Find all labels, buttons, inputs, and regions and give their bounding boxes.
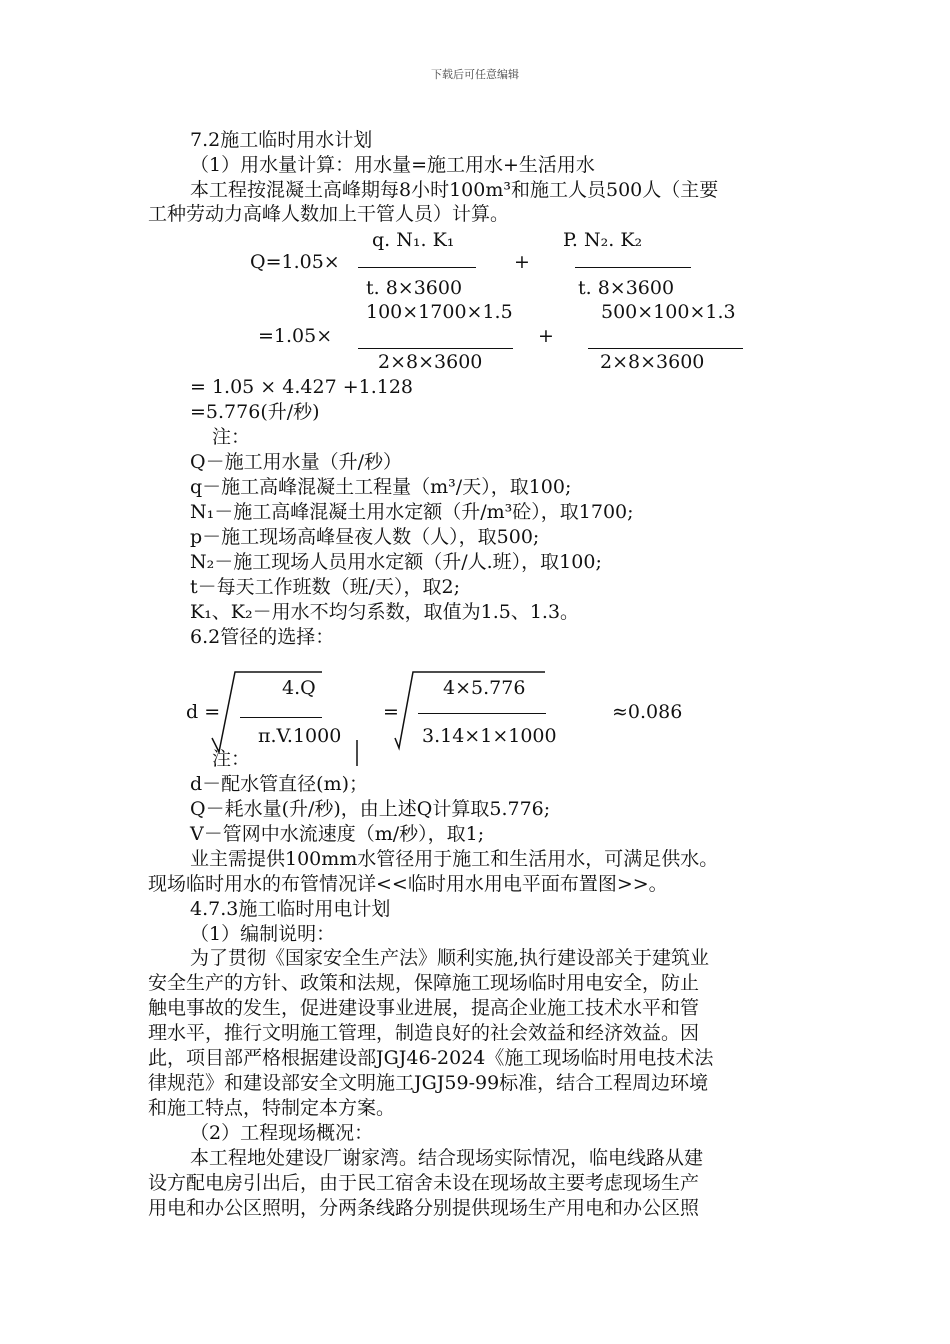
fraction-bar [358,267,476,268]
note-item: Q－耗水量(升/秒)，由上述Q计算取5.776; [190,798,551,820]
formula-numerator: q. N₁. K₁ [372,229,455,251]
paragraph-line: 设方配电房引出后，由于民工宿舍未设在现场故主要考虑现场生产 [148,1172,700,1194]
note-item: d－配水管直径(m)； [190,773,369,795]
fraction-bar [240,717,322,718]
subsection-title: （1）编制说明： [190,923,336,945]
formula-denominator: t. 8×3600 [578,277,675,299]
paragraph-line: 律规范》和建设部安全文明施工JGJ59-99标准，结合工程周边环境 [148,1072,709,1094]
note-item: N₂－施工现场人员用水定额（升/人.班），取100; [190,551,602,573]
note-item: p－施工现场高峰昼夜人数（人），取500; [190,526,540,548]
note-item: K₁、K₂－用水不均匀系数，取值为1.5、1.3。 [190,601,580,623]
note-item: V－管网中水流速度（m/秒），取1; [190,823,485,845]
formula-lhs: Q=1.05× [250,251,340,273]
section-title: 6.2管径的选择： [190,626,335,648]
paragraph-line: 此，项目部严格根据建设部JGJ46-2024《施工现场临时用电技术法 [148,1047,714,1069]
formula-result-line: =5.776(升/秒) [190,401,320,423]
formula-numerator: 500×100×1.3 [601,301,736,323]
paragraph-line: 业主需提供100mm水管径用于施工和生活用水，可满足供水。 [190,848,719,870]
notes-label: 注： [212,426,251,448]
formula-result: ≈0.086 [612,701,683,723]
note-item: t－每天工作班数（班/天），取2; [190,576,461,598]
fraction-bar [575,267,691,268]
paragraph-line: 本工程地处建设厂谢家湾。结合现场实际情况，临电线路从建 [190,1147,704,1169]
note-item: N₁－施工高峰混凝土用水定额（升/m³砼），取1700; [190,501,634,523]
paragraph-line: 本工程按混凝土高峰期每8小时100m³和施工人员500人（主要 [190,179,719,201]
note-item: Q－施工用水量（升/秒） [190,451,402,473]
page-header: 下载后可任意编辑 [431,68,519,81]
fraction-bar [418,713,546,714]
paragraph-line: 安全生产的方针、政策和法规，保障施工现场临时用电安全，防止 [148,972,700,994]
formula-operator: = [383,701,399,723]
formula-lhs: =1.05× [258,325,333,347]
section-title: 4.7.3施工临时用电计划 [190,898,391,920]
formula-numerator: 4×5.776 [443,677,526,699]
formula-denominator: 2×8×3600 [378,351,483,373]
formula-lhs: d = [186,701,221,723]
paragraph-line: 触电事故的发生，促进建设事业进展，提高企业施工技术水平和管 [148,997,700,1019]
formula-denominator: 2×8×3600 [600,351,705,373]
subsection-title: （2）工程现场概况： [190,1122,374,1144]
formula-operator: + [514,251,530,273]
formula-operator: + [538,325,554,347]
paragraph-line: 和施工特点，特制定本方案。 [148,1097,396,1119]
formula-numerator: 100×1700×1.5 [366,301,513,323]
formula-result-line: = 1.05 × 4.427 +1.128 [190,376,414,398]
formula-numerator: P. N₂. K₂ [563,229,643,251]
formula-denominator: π.V.1000 [258,725,342,747]
section-title: 7.2施工临时用水计划 [190,129,373,151]
subsection-title: （1）用水量计算：用水量=施工用水+生活用水 [190,154,595,176]
fraction-bar [588,348,743,349]
paragraph-line: 工种劳动力高峰人数加上干管人员）计算。 [148,203,510,225]
formula-numerator: 4.Q [282,677,316,699]
notes-label: 注： [212,748,251,770]
paragraph-line: 理水平，推行文明施工管理，制造良好的社会效益和经济效益。因 [148,1022,700,1044]
note-item: q－施工高峰混凝土工程量（m³/天），取100; [190,476,572,498]
paragraph-line: 为了贯彻《国家安全生产法》顺利实施,执行建设部关于建筑业 [190,947,710,969]
paragraph-line: 现场临时用水的布管情况详<<临时用水用电平面布置图>>。 [148,873,668,895]
paragraph-line: 用电和办公区照明，分两条线路分别提供现场生产用电和办公区照 [148,1197,700,1219]
formula-denominator: t. 8×3600 [366,277,463,299]
fraction-bar [358,348,513,349]
formula-denominator: 3.14×1×1000 [422,725,557,747]
